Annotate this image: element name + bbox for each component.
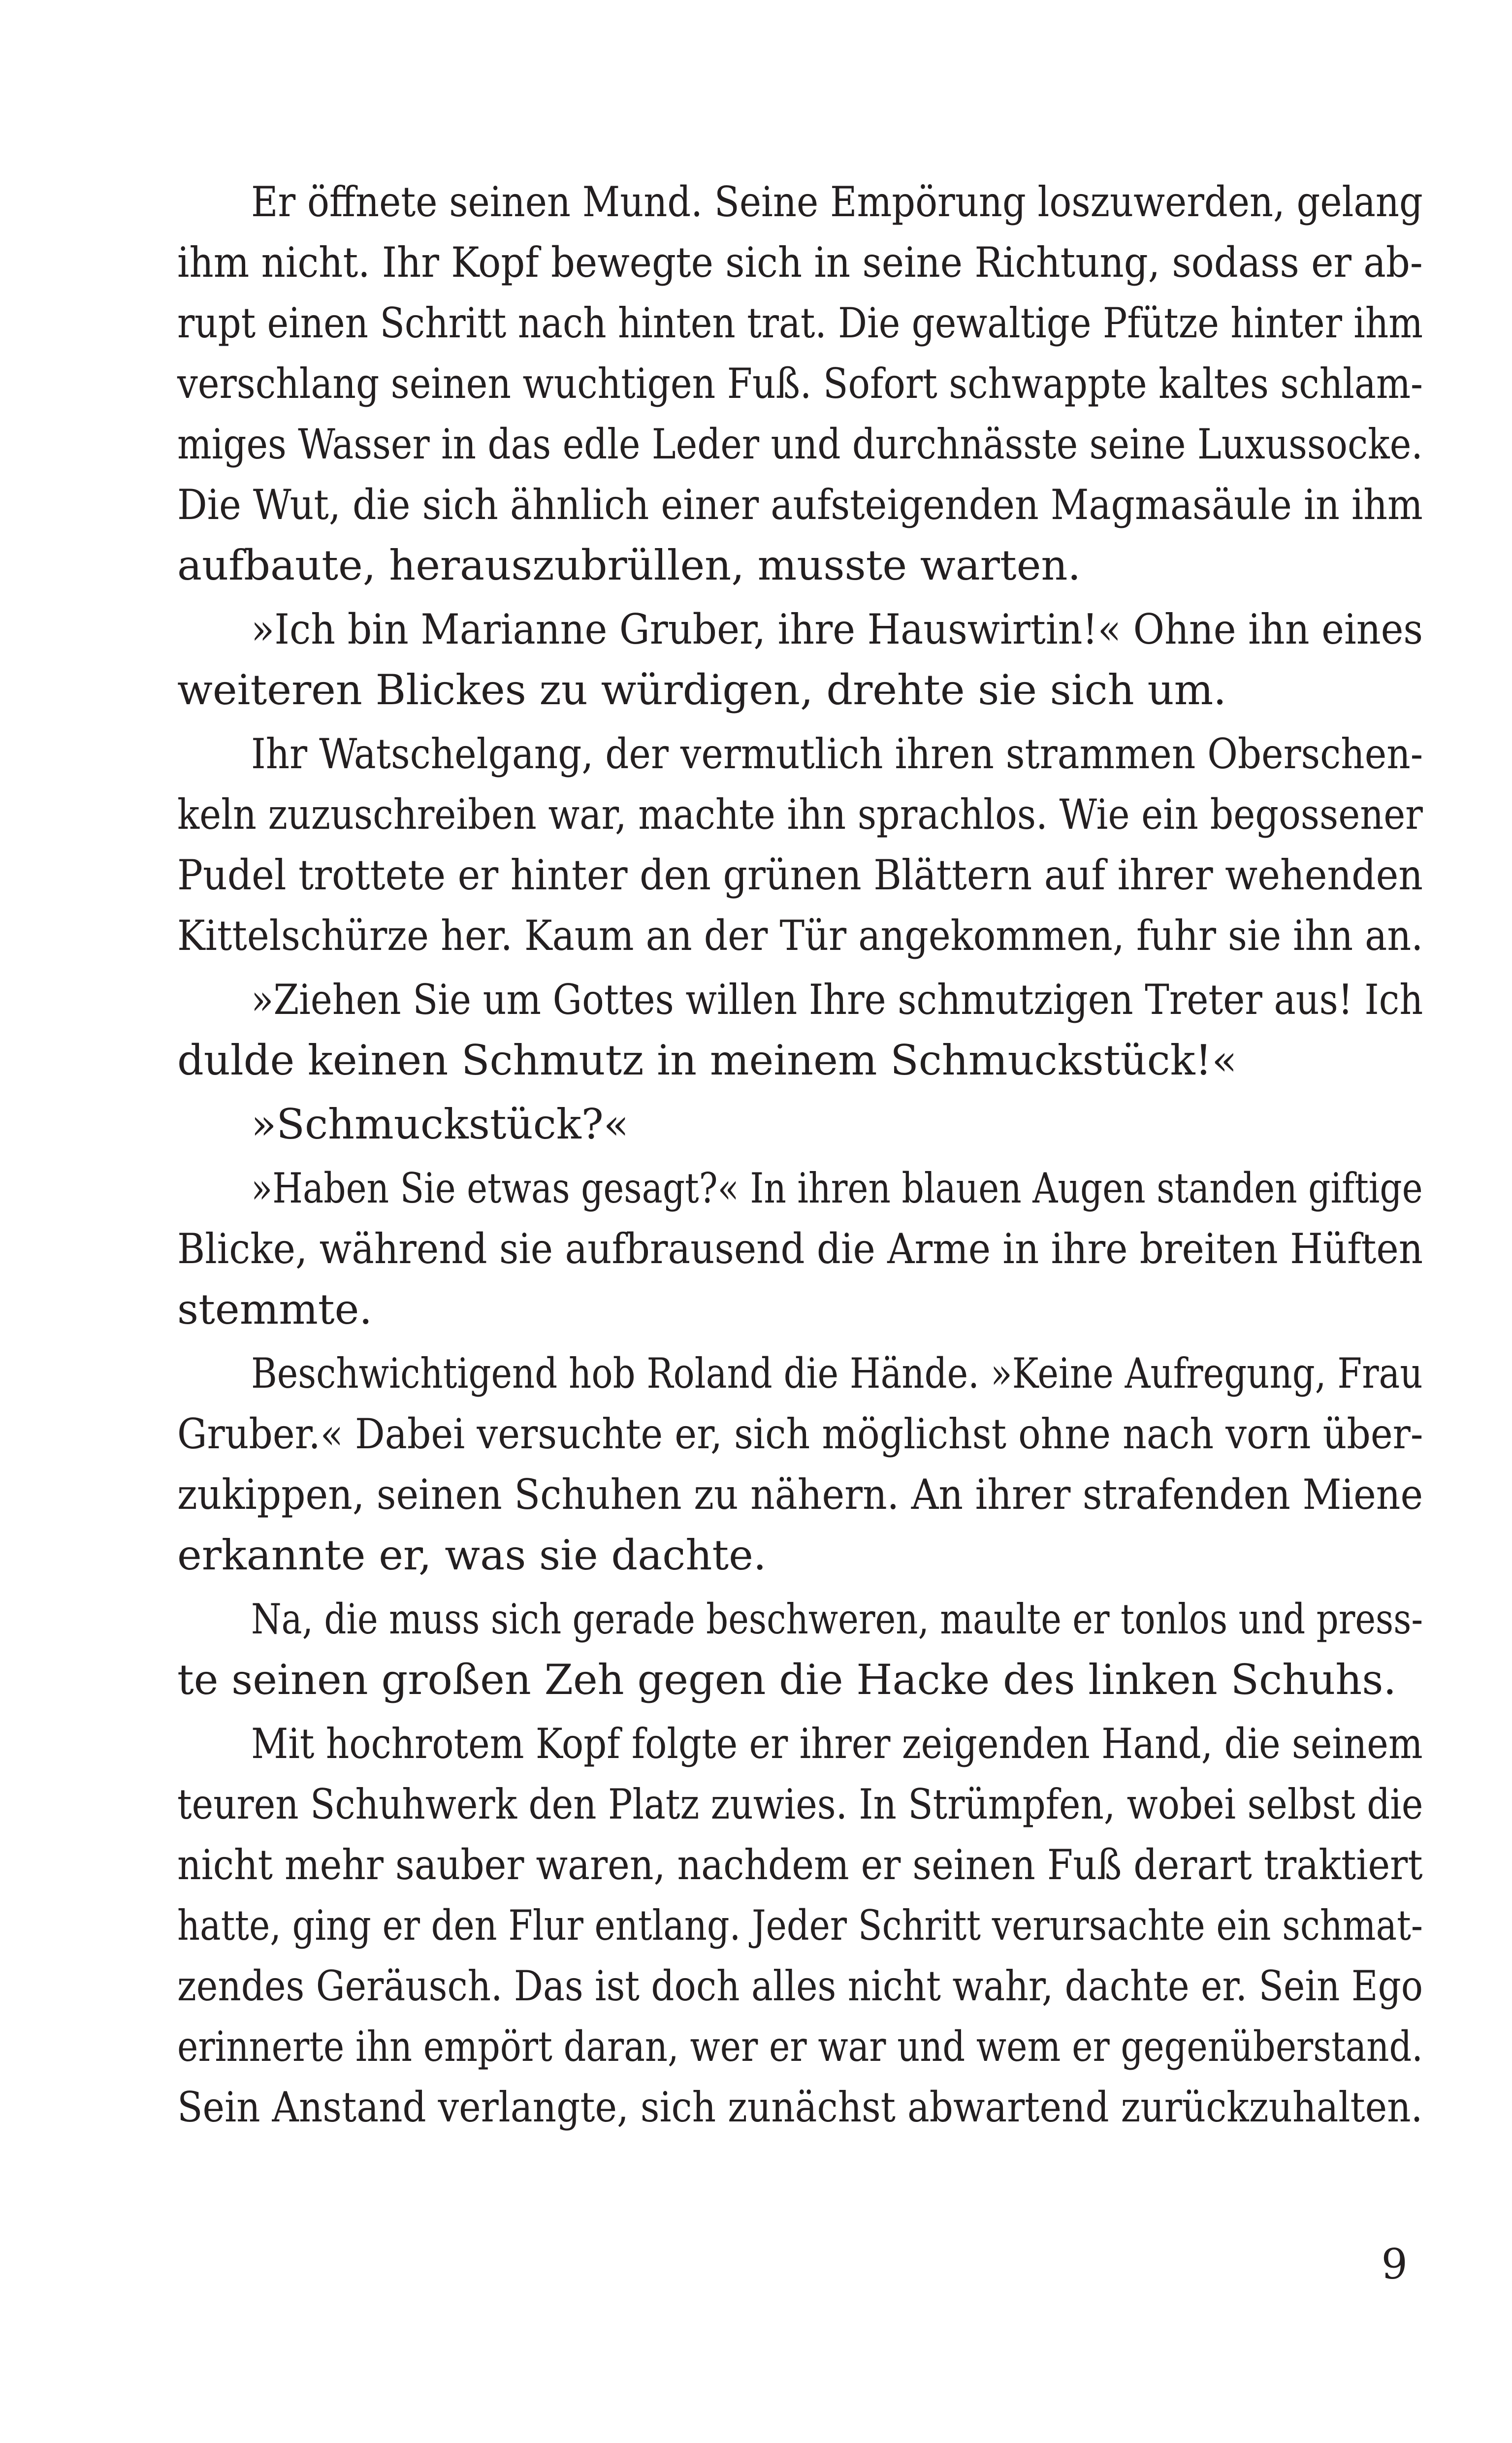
text-line: Gruber.« Dabei versuchte er, sich möglichst ohne nach vorn über- (177, 1410, 1423, 1458)
text-line: Sein Anstand verlangte, sich zunächst abwartend zurückzuhalten. (177, 2083, 1423, 2131)
text-line: »Ich bin Marianne Gruber, ihre Hauswirtin!« Ohne ihn eines (251, 605, 1423, 653)
text-line: zendes Geräusch. Das ist doch alles nicht wahr, dachte er. Sein Ego (177, 1962, 1423, 2010)
text-line: Ihr Watschelgang, der vermutlich ihren strammen Oberschen- (251, 730, 1423, 778)
text-line: Kittelschürze her. Kaum an der Tür angekommen, fuhr sie ihn an. (177, 912, 1423, 960)
text-line: erkannte er, was sie dachte. (177, 1531, 767, 1579)
text-line: »Ziehen Sie um Gottes willen Ihre schmutzigen Treter aus! Ich (251, 976, 1423, 1024)
text-line: Blicke, während sie aufbrausend die Arme in ihre breiten Hüften (177, 1225, 1423, 1273)
text-line: rupt einen Schritt nach hinten trat. Die gewaltige Pfütze hinter ihm (177, 299, 1423, 347)
text-line: »Haben Sie etwas gesagt?« In ihren blauen Augen standen giftige (251, 1164, 1423, 1212)
text-line: erinnerte ihn empört daran, wer er war und wem er gegenüberstand. (177, 2022, 1423, 2071)
text-line: ihm nicht. Ihr Kopf bewegte sich in seine Richtung, sodass er ab- (177, 238, 1423, 287)
text-line: Na, die muss sich gerade beschweren, maulte er tonlos und press- (251, 1595, 1423, 1643)
text-line: »Schmuckstück?« (251, 1100, 629, 1148)
text-line: weiteren Blickes zu würdigen, drehte sie sich um. (177, 666, 1226, 714)
text-line: verschlang seinen wuchtigen Fuß. Sofort schwappte kaltes schlam- (177, 359, 1423, 408)
text-line: zukippen, seinen Schuhen zu nähern. An ihrer strafenden Miene (177, 1470, 1423, 1519)
text-line: aufbaute, herauszubrüllen, musste warten. (177, 541, 1081, 589)
text-line: Beschwichtigend hob Roland die Hände. »Keine Aufregung, Frau (251, 1349, 1423, 1398)
text-line: dulde keinen Schmutz in meinem Schmuckstück!« (177, 1036, 1237, 1084)
page-number: 9 (1381, 2240, 1408, 2288)
text-line: Mit hochrotem Kopf folgte er ihrer zeigenden Hand, die seinem (251, 1720, 1423, 1768)
text-line: stemmte. (177, 1285, 373, 1334)
text-line: miges Wasser in das edle Leder und durchnässte seine Luxussocke. (177, 420, 1423, 468)
text-line: Er öffnete seinen Mund. Seine Empörung loszuwerden, gelang (251, 178, 1423, 226)
text-line: keln zuzuschreiben war, machte ihn sprachlos. Wie ein begossener (177, 790, 1423, 839)
text-line: Die Wut, die sich ähnlich einer aufsteigenden Magmasäule in ihm (177, 481, 1423, 529)
text-line: Pudel trottete er hinter den grünen Blättern auf ihrer wehenden (177, 851, 1423, 899)
text-line: nicht mehr sauber waren, nachdem er seinen Fuß derart traktiert (177, 1841, 1423, 1889)
text-line: te seinen großen Zeh gegen die Hacke des linken Schuhs. (177, 1656, 1397, 1704)
text-line: teuren Schuhwerk den Platz zuwies. In Strümpfen, wobei selbst die (177, 1780, 1423, 1828)
text-line: hatte, ging er den Flur entlang. Jeder Schritt verursachte ein schmat- (177, 1901, 1423, 1950)
